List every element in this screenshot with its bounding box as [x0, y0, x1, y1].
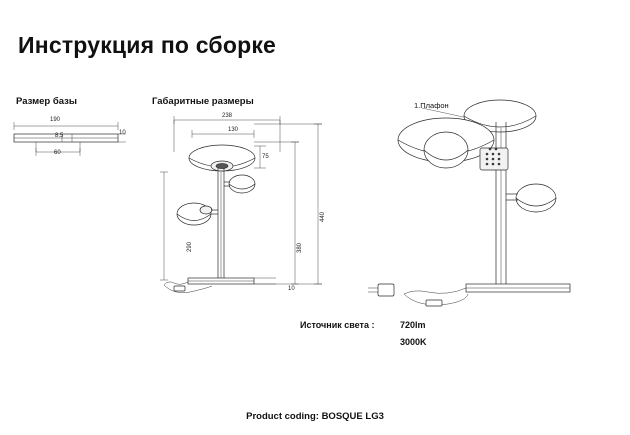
dim-base-length: 190: [50, 117, 61, 123]
dim-base-edge: 10: [119, 130, 126, 136]
dim-base-width: 60: [54, 150, 61, 156]
product-coding-footer: Product coding: BOSQUE LG3: [246, 411, 384, 422]
overall-dimensions-drawing: [150, 110, 340, 310]
section-heading-base-size: Размер базы: [16, 96, 77, 107]
base-size-svg: [6, 112, 136, 172]
dim-base-plate-thickness: 10: [288, 286, 295, 292]
dim-shade-height: 75: [262, 154, 269, 160]
light-source-color-temp: 3000K: [400, 337, 427, 347]
perspective-view-svg: [360, 88, 590, 318]
dim-base-thickness: 8.5: [55, 133, 64, 139]
light-source-lumens: 720lm: [400, 320, 426, 330]
dim-shade-outer-width: 238: [222, 113, 233, 119]
dim-lower-height: 290: [187, 241, 193, 252]
page-title: Инструкция по сборке: [18, 32, 277, 58]
light-source-label: Источник света :: [300, 320, 375, 330]
overall-dimensions-svg: [150, 110, 340, 310]
dim-mid-height: 380: [297, 242, 303, 253]
base-size-drawing: [6, 112, 136, 172]
dim-total-height: 440: [320, 211, 326, 222]
callout-plafon: 1.Плафон: [414, 101, 449, 110]
perspective-view-drawing: [360, 88, 590, 318]
dim-shade-inner-width: 130: [228, 127, 239, 133]
section-heading-overall-dimensions: Габаритные размеры: [152, 96, 254, 107]
